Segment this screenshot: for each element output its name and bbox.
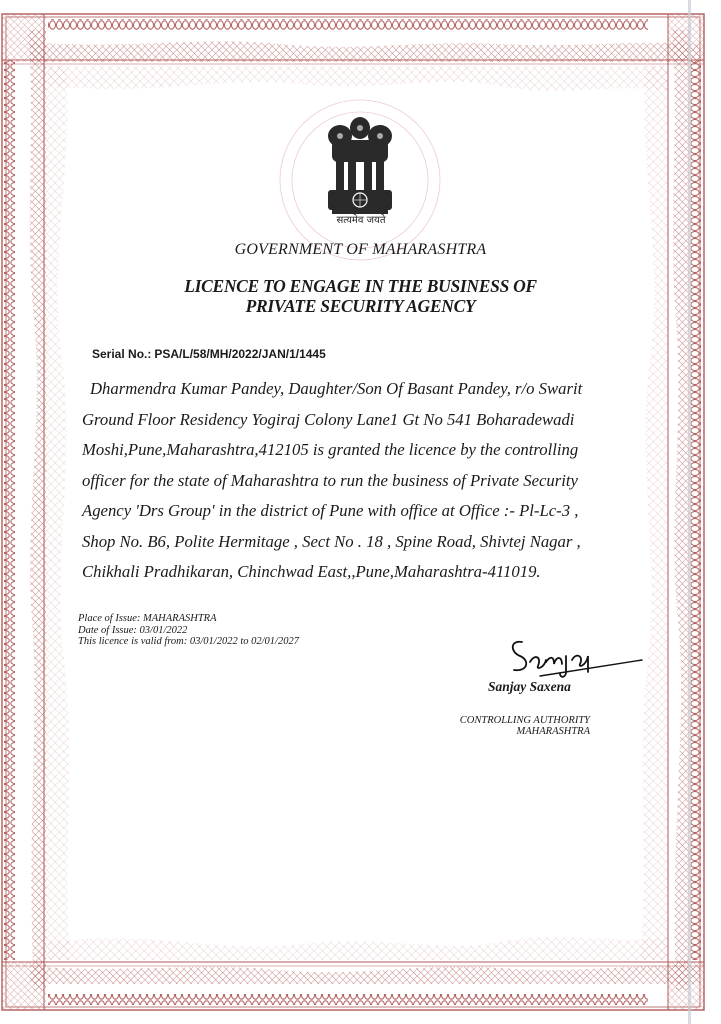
date-of-issue: Date of Issue: 03/01/2022: [78, 624, 188, 636]
serial-label: Serial No.:: [92, 347, 152, 361]
licence-body: [82, 374, 634, 588]
serial-value: PSA/L/58/MH/2022/JAN/1/1445: [154, 347, 326, 361]
signatory-name: Sanjay Saxena: [488, 679, 571, 694]
left-loop-chain: [4, 60, 15, 960]
inner-lace-bottom: [48, 937, 668, 960]
title-line-1: LICENCE TO ENGAGE IN THE BUSINESS OF: [184, 276, 537, 296]
body-line: officer for the state of Maharashtra to run the business of Private Security: [82, 470, 578, 490]
inner-lace-top: [48, 66, 668, 91]
title-line-2: PRIVATE SECURITY AGENCY: [245, 296, 476, 316]
place-of-issue: Place of Issue: MAHARASHTRA: [78, 613, 217, 624]
serial-number: [92, 347, 326, 361]
body-line: Dharmendra Kumar Pandey, Daughter/Son Of Basant Pandey, r/o Swarit: [90, 379, 583, 398]
corner-bottom-left: [2, 962, 46, 1010]
licence-title: [0, 276, 721, 316]
handwritten-signature: [500, 632, 650, 682]
body-line: Ground Floor Residency Yogiraj Colony Lane1 Gt No 541 Boharadewadi: [82, 409, 575, 429]
inner-lace-left: [46, 66, 70, 960]
validity-period: This licence is valid from: 03/01/2022 to 02/01/2027: [78, 636, 299, 647]
body-line: Shop No. B6, Polite Hermitage , Sect No . 18 , Spine Road, Shivtej Nagar ,: [82, 531, 581, 551]
inner-lace-right: [640, 66, 668, 960]
body-line: Moshi,Pune,Maharashtra,412105 is granted the licence by the controlling: [82, 440, 579, 459]
signatory-designation: [440, 715, 590, 737]
left-wave-band: [28, 30, 46, 990]
right-loop-chain: [690, 60, 701, 960]
government-heading: GOVERNMENT OF MAHARASHTRA: [234, 241, 487, 258]
body-line: Agency 'Drs Group' in the district of Pune with office at Office :- Pl-Lc-3 ,: [82, 501, 579, 520]
issue-details: [78, 613, 299, 648]
corner-top-right: [668, 14, 704, 62]
designation-line-1: CONTROLLING AUTHORITY: [459, 715, 590, 726]
scan-artifact-line: [688, 0, 691, 1024]
emblem-motto: सत्यमेव जयते: [336, 215, 386, 226]
corner-bottom-right: [668, 962, 704, 1010]
designation-line-2: MAHARASHTRA: [516, 726, 590, 737]
body-line: Chikhali Pradhikaran, Chinchwad East,,Pune,Maharashtra-411019.: [82, 562, 541, 581]
top-loop-chain: [48, 19, 648, 30]
top-wave-band: [30, 41, 700, 62]
bottom-wave-band: [30, 966, 700, 984]
bottom-loop-chain: [48, 994, 648, 1005]
corner-top-left: [2, 14, 46, 62]
